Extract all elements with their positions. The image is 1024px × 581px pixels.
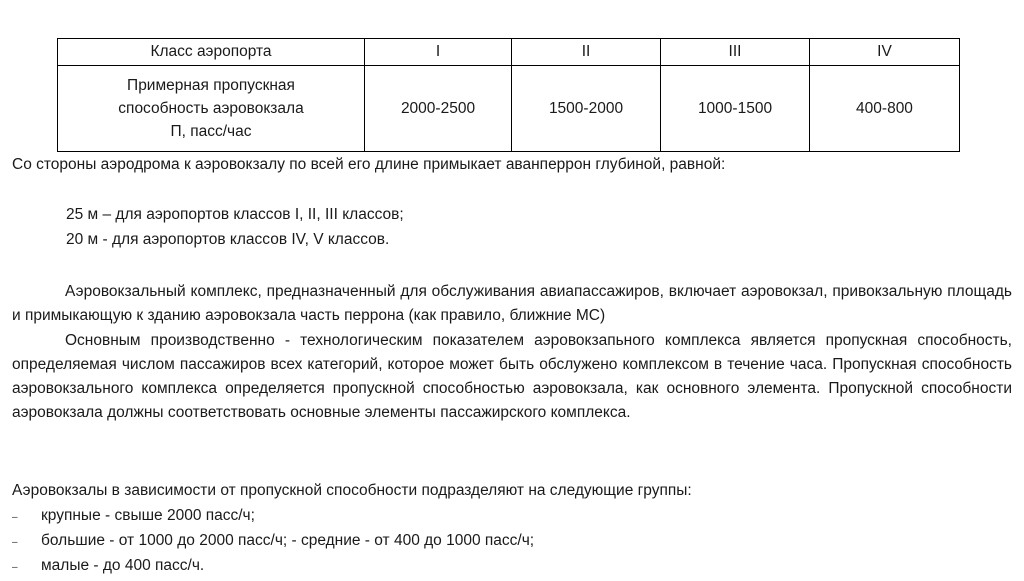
header-class-4: IV <box>810 39 960 66</box>
body-paragraphs <box>12 280 1012 426</box>
table-header-row <box>58 39 960 66</box>
dash-bullet-icon: – <box>12 537 18 548</box>
groups-intro: Аэровокзалы в зависимости от пропускной способности подразделяют на следующие группы: <box>12 482 692 499</box>
apron-item-2: 20 м - для аэропортов классов IV, V классов. <box>66 231 390 248</box>
header-airport-class: Класс аэропорта <box>58 39 365 66</box>
dash-bullet-icon: – <box>12 562 18 573</box>
group-big-medium: большие - от 1000 до 2000 пасс/ч; - средние - от 400 до 1000 пасс/ч; <box>41 532 535 549</box>
cell-class-4-capacity: 400-800 <box>810 66 960 152</box>
table-row <box>58 66 960 152</box>
header-class-1: I <box>365 39 512 66</box>
group-large: крупные - свыше 2000 пасс/ч; <box>41 507 255 524</box>
dash-bullet-icon: – <box>12 512 18 523</box>
apron-intro: Со стороны аэродрома к аэровокзалу по всей его длине примыкает аванперрон глубиной, равной: <box>12 156 726 173</box>
header-class-3: III <box>661 39 810 66</box>
cell-class-3-capacity: 1000-1500 <box>661 66 810 152</box>
apron-item-1: 25 м – для аэропортов классов I, II, III классов; <box>66 206 404 223</box>
airport-class-table <box>57 38 960 152</box>
paragraph-terminal-complex: Аэровокзальный комплекс, предназначенный для обслуживания авиапассажиров, включает аэровокзал, привокзальную площадь и примыкающую к зданию аэровокзала часть перрона (как правило, ближние МС) <box>12 283 1012 325</box>
cell-class-1-capacity: 2000-2500 <box>365 66 512 152</box>
group-small: малые - до 400 пасс/ч. <box>41 557 205 574</box>
paragraph-capacity: Основным производственно - технологическим показателем аэровокзапьного комплекса является пропускная способность, определяемая числом пассажиров всех категорий, которое может быть обслужено комплексом в течение часа. Пропускная способность аэровокзального комплекса определяется пропускной способностью аэровокзала, как основного элемента. Пропускной способности аэровокзала должны соответствовать основные элементы пассажирского комплекса. <box>12 331 1012 422</box>
cell-class-2-capacity: 1500-2000 <box>512 66 661 152</box>
row-label-capacity: Примерная пропускная способность аэровокзала П, пасс/час <box>58 66 365 152</box>
header-class-2: II <box>512 39 661 66</box>
